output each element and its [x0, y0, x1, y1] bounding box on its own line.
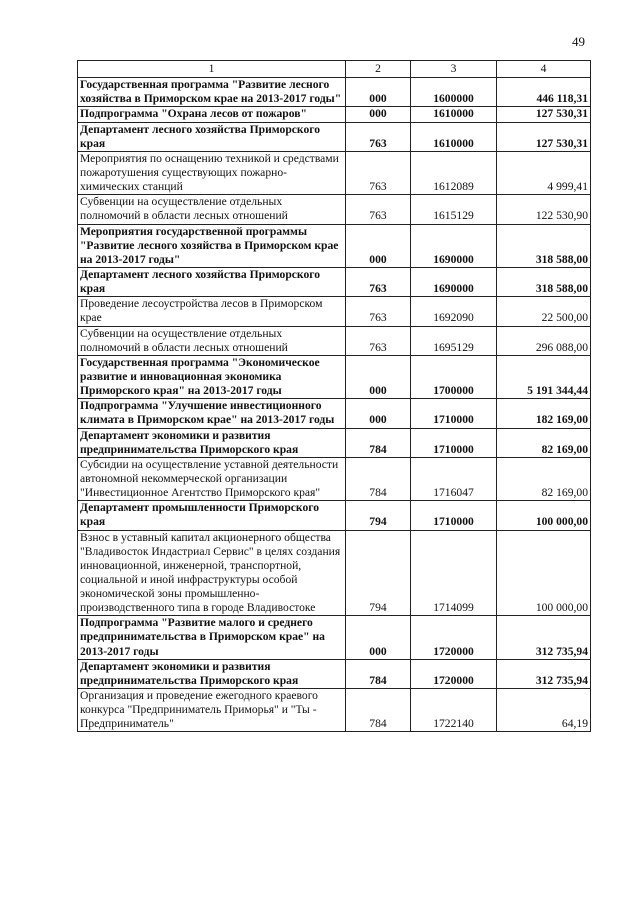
row-name-cell: Взнос в уставный капитал акционерного общества "Владивосток Индастриал Сервис" в целях создания инновационной, инженерной, транспортной, социальной и иной инфраструктуры особой экономической зоны промышленно-производственного типа в городе Владивостоке	[78, 530, 346, 616]
table-row	[78, 122, 591, 151]
row-name-cell: Субвенции на осуществление отдельных полномочий в области лесных отношений	[78, 326, 346, 355]
row-code-cell: 000	[346, 355, 411, 398]
row-name-cell: Департамент лесного хозяйства Приморского края	[78, 122, 346, 151]
row-name-cell: Государственная программа "Развитие лесного хозяйства в Приморском крае на 2013-2017 годы"	[78, 78, 346, 107]
row-name-cell: Департамент лесного хозяйства Приморского края	[78, 267, 346, 296]
row-name-cell: Подпрограмма "Улучшение инвестиционного климата в Приморском крае" на 2013-2017 годы	[78, 399, 346, 428]
row-amount-cell: 122 530,90	[497, 195, 591, 224]
row-csr-cell: 1600000	[411, 78, 497, 107]
row-csr-cell: 1722140	[411, 689, 497, 732]
column-header-3: 3	[411, 61, 497, 78]
row-code-cell: 784	[346, 689, 411, 732]
table-row	[78, 530, 591, 616]
table-row	[78, 195, 591, 224]
row-name-cell: Субсидии на осуществление уставной деятельности автономной некоммерческой организации "Инвестиционное Агентство Приморского края"	[78, 457, 346, 500]
table-row	[78, 428, 591, 457]
row-csr-cell: 1690000	[411, 267, 497, 296]
row-amount-cell: 127 530,31	[497, 107, 591, 122]
row-amount-cell: 296 088,00	[497, 326, 591, 355]
table-row	[78, 399, 591, 428]
budget-table	[77, 60, 591, 732]
row-csr-cell: 1716047	[411, 457, 497, 500]
row-name-cell: Государственная программа "Экономическое развитие и инновационная экономика Приморского края" на 2013-2017 годы	[78, 355, 346, 398]
row-amount-cell: 82 169,00	[497, 457, 591, 500]
row-amount-cell: 100 000,00	[497, 530, 591, 616]
table-row	[78, 151, 591, 194]
row-csr-cell: 1720000	[411, 616, 497, 659]
row-csr-cell: 1720000	[411, 659, 497, 688]
row-csr-cell: 1695129	[411, 326, 497, 355]
row-code-cell: 763	[346, 195, 411, 224]
row-amount-cell: 82 169,00	[497, 428, 591, 457]
row-amount-cell: 312 735,94	[497, 659, 591, 688]
row-code-cell: 000	[346, 399, 411, 428]
row-name-cell: Проведение лесоустройства лесов в Приморском крае	[78, 297, 346, 326]
row-code-cell: 000	[346, 224, 411, 267]
row-name-cell: Мероприятия по оснащению техникой и средствами пожаротушения существующих пожарно-химических станций	[78, 151, 346, 194]
row-name-cell: Мероприятия государственной программы "Развитие лесного хозяйства в Приморском крае на 2013-2017 годы"	[78, 224, 346, 267]
row-amount-cell: 22 500,00	[497, 297, 591, 326]
row-code-cell: 763	[346, 326, 411, 355]
row-code-cell: 784	[346, 659, 411, 688]
row-amount-cell: 318 588,00	[497, 224, 591, 267]
table-row	[78, 78, 591, 107]
row-code-cell: 763	[346, 267, 411, 296]
column-header-4: 4	[497, 61, 591, 78]
row-name-cell: Департамент промышленности Приморского края	[78, 501, 346, 530]
row-name-cell: Департамент экономики и развития предпринимательства Приморского края	[78, 659, 346, 688]
row-name-cell: Подпрограмма "Охрана лесов от пожаров"	[78, 107, 346, 122]
table-row	[78, 107, 591, 122]
row-csr-cell: 1710000	[411, 501, 497, 530]
column-header-2: 2	[346, 61, 411, 78]
row-name-cell: Департамент экономики и развития предпринимательства Приморского края	[78, 428, 346, 457]
row-name-cell: Организация и проведение ежегодного краевого конкурса "Предприниматель Приморья" и "Ты - Предприниматель"	[78, 689, 346, 732]
row-amount-cell: 4 999,41	[497, 151, 591, 194]
row-csr-cell: 1700000	[411, 355, 497, 398]
row-code-cell: 000	[346, 616, 411, 659]
row-amount-cell: 5 191 344,44	[497, 355, 591, 398]
row-code-cell: 784	[346, 457, 411, 500]
table-row	[78, 501, 591, 530]
row-amount-cell: 182 169,00	[497, 399, 591, 428]
budget-table-body	[78, 61, 591, 732]
table-row	[78, 457, 591, 500]
row-csr-cell: 1610000	[411, 122, 497, 151]
table-row	[78, 297, 591, 326]
row-amount-cell: 318 588,00	[497, 267, 591, 296]
row-csr-cell: 1710000	[411, 428, 497, 457]
row-csr-cell: 1690000	[411, 224, 497, 267]
row-name-cell: Подпрограмма "Развитие малого и среднего предпринимательства в Приморском крае" на 2013-2017 годы	[78, 616, 346, 659]
table-row	[78, 616, 591, 659]
row-csr-cell: 1714099	[411, 530, 497, 616]
row-name-cell: Субвенции на осуществление отдельных полномочий в области лесных отношений	[78, 195, 346, 224]
row-amount-cell: 127 530,31	[497, 122, 591, 151]
column-header-1: 1	[78, 61, 346, 78]
table-row	[78, 355, 591, 398]
row-code-cell: 784	[346, 428, 411, 457]
row-amount-cell: 100 000,00	[497, 501, 591, 530]
table-row	[78, 689, 591, 732]
table-row	[78, 659, 591, 688]
row-csr-cell: 1612089	[411, 151, 497, 194]
row-csr-cell: 1615129	[411, 195, 497, 224]
row-code-cell: 000	[346, 107, 411, 122]
row-amount-cell: 64,19	[497, 689, 591, 732]
row-code-cell: 794	[346, 501, 411, 530]
row-code-cell: 763	[346, 151, 411, 194]
row-csr-cell: 1610000	[411, 107, 497, 122]
table-header-row	[78, 61, 591, 78]
table-row	[78, 326, 591, 355]
row-csr-cell: 1710000	[411, 399, 497, 428]
page-number: 49	[572, 34, 585, 49]
row-csr-cell: 1692090	[411, 297, 497, 326]
row-code-cell: 794	[346, 530, 411, 616]
table-row	[78, 224, 591, 267]
row-amount-cell: 312 735,94	[497, 616, 591, 659]
table-row	[78, 267, 591, 296]
row-code-cell: 763	[346, 122, 411, 151]
row-code-cell: 763	[346, 297, 411, 326]
row-code-cell: 000	[346, 78, 411, 107]
row-amount-cell: 446 118,31	[497, 78, 591, 107]
